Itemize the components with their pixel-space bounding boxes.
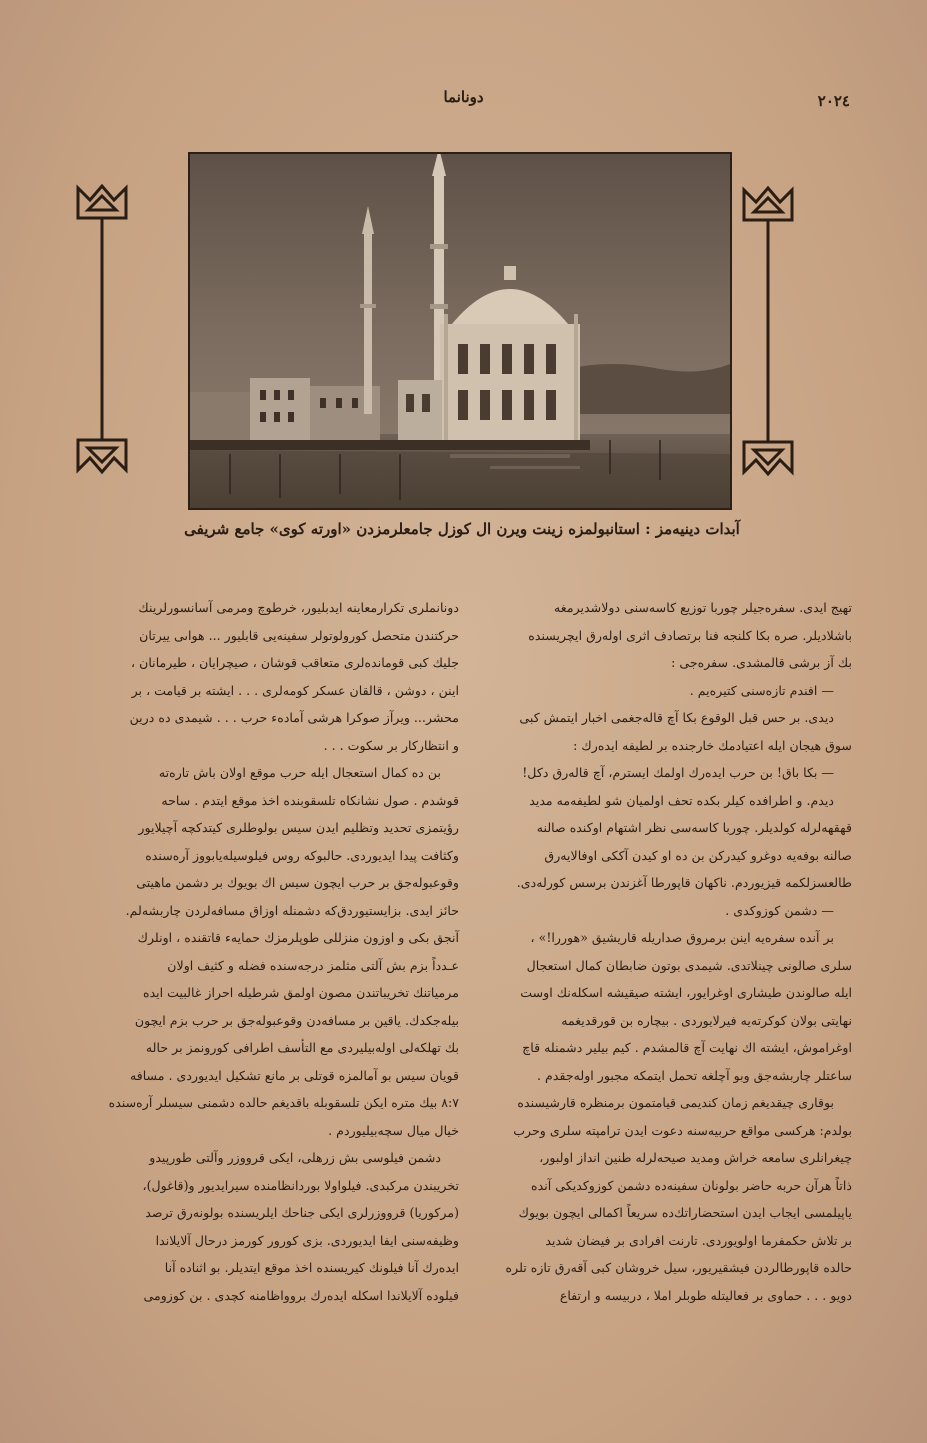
text-line: بن ده‌ كمال استعجال ايله حرب موقع اولان باش تاره‌ته <box>158 765 441 780</box>
text-line: بوقارى چيقديغم زمان كنديمى قيامتمون برمنظره قارشيسنده <box>517 1095 834 1110</box>
text-line: حالده‌ قاپورطالردن فيشقيريور، سيل خروشان كبى آقه‌رق تازه‌ تلره <box>505 1260 852 1275</box>
text-line: ساعتلر چاربشه‌جق وبو آچلغه تحمل ايتمكه مجبور اوله‌جقدم . <box>537 1067 852 1083</box>
text-line: وظيفه‌سنى ايفا ايديوردى. بزى كورور كورمز درحال آلايلاندا <box>155 1232 459 1248</box>
text-line: — بكا باق! بن حرب ايده‌رك اولمك ايسترم، آچ قاله‌رق دكل! <box>522 765 834 780</box>
mosque-photograph <box>188 152 732 510</box>
text-line: چيغرانلرى سامعه خراش ومديد صيحه‌لرله طنين انداز اولبور، <box>539 1150 852 1165</box>
photo-caption: آبدات دينيه‌مز : استانبولمزه زينت ويرن ال كوزل جامعلرمزدن «اورته كوى» جامع شريفى <box>184 520 740 538</box>
text-line: وقوعبوله‌جق بر حرب ايچون سيس اك بويوك بر دشمن ماهيتى <box>136 875 459 890</box>
text-line: (مركوريا) قرووزرلرى ايكى جناحك ايلريسنده بولونه‌رق ترصد <box>145 1205 459 1220</box>
text-line: صالنه بوفه‌يه دوغرو كيدركن بن ده‌ او كيدن آككى اوفالايه‌رق <box>544 847 852 863</box>
text-line: دويو . . . حماوى بر فعاليتله طوبلر املا ، دربيسه و ارتفاع <box>559 1287 852 1303</box>
text-line: قويان سيس بو آمالمزه قوتلى بر مانع تشكيل ايديوردى . مسافه <box>129 1067 459 1083</box>
text-line: اوغراموش، ايشته اك نهايت آچ قالمشدم . كيم بيلير دشمنله قاچ <box>522 1040 852 1055</box>
text-line: دشمن فيلوسى بش زرهلى، ايكى قرووزر وآلتى طورپيدو <box>149 1150 441 1165</box>
text-line: فيلوده آلايلاندا اسكله ايده‌رك بروواظامنه كچدى . بن كوزومى <box>143 1287 459 1303</box>
text-column-left <box>85 594 459 1309</box>
text-line: تخريبندن مركبدى. فيلواولا بوردانظامنده سيرايديور و(قاغول)، <box>142 1177 459 1193</box>
text-line: باشلاديلر. صره بكا كلنجه فنا برتصادف اثرى اوله‌رق ايچريسنده <box>528 627 852 643</box>
text-line: ذاتاً هرآن حربه حاضر بولونان سفينه‌ده دشمن كوزوكديكى آنده <box>531 1177 852 1193</box>
text-line: — افندم تازه‌سنى كتيره‌يم . <box>689 682 834 698</box>
text-line: ٨:٧ بيك متره ايكن تلسقوبله باقديغم حالده دشمنى سيسلر آره‌سنده <box>108 1095 459 1110</box>
text-line: محشر... ويرآز صوكرا هرشى آماده‌ء حرب . . . شيمدى ده‌ درين <box>129 710 459 725</box>
text-line: بولدم: هركسى مواقع حربيه‌سنه دعوت ايدن ترامپته‌ سلرى وحرب <box>513 1122 852 1138</box>
decorative-ornament-left <box>72 178 132 478</box>
text-line: ايده‌رك آنا فيلونك كيريسنده اخذ موقع ايتديلر. بو اثناده آنا <box>164 1260 459 1275</box>
text-line: ديدى. بر حس قبل الوقوع بكا آچ قاله‌جغمى اخبار ايتمش كبى <box>519 710 834 725</box>
text-line: بك آز برشى قالمشدى. سفره‌جى : <box>671 655 852 670</box>
decorative-ornament-right <box>738 180 798 480</box>
text-line: ديدم. و اطرافده كيلر بكده تحف اولميان شو لطيفه‌مه مديد <box>529 792 834 808</box>
text-line: اينن ، دوشن ، قالقان عسكر كومه‌لرى . . . ايشته بر قيامت ، بر <box>131 682 459 698</box>
text-line: قوشدم . صول نشانكاه تلسقوبنده اخذ موقع ايتدم . ساحه‌ <box>161 792 459 808</box>
text-line: — دشمن كوزوكدى . <box>725 902 834 918</box>
text-line: بر تلاش حكمفرما اولويوردى. تارنت افرادى بر فيضان شديد <box>545 1232 852 1248</box>
text-line: وكثافت پيدا ايديوردى. حالبوكه روس فيلوسيله‌يابووز آره‌سنده <box>145 847 459 863</box>
text-line: بك تهلكه‌لى اوله‌بيليردى مع التأسف اطرافى كورونمز بر حاله <box>145 1040 459 1055</box>
text-line: عـدداً بزم بش آلتى مثلمز درجه‌سنده فضله و كثيف اولان <box>167 957 459 973</box>
text-line: رؤيتمزى تحديد وتظليم ايدن سيس بولوطلرى كيتدكچه آچيلايور <box>138 820 459 835</box>
text-line: سوق هيجان ايله اعتيادمك خارجنده بر لطيفه ايده‌رك : <box>573 737 852 753</box>
text-line: بيله‌جكدك. ياقين بر مسافه‌دن وقوعبوله‌جق بر حرب بزم ايچون <box>134 1012 459 1028</box>
text-line: دونانملرى تكرارمعاينه ايدبليور، خرطوچ ومرمى آسانسورلرينك <box>138 600 459 615</box>
text-line: جليك كبى قومانده‌لرى متعاقب قوشان ، صيچرايان ، طيرمانان ، <box>131 655 459 670</box>
text-line: بر آنده سفره‌يه اينن برمروق صداريله قاريشيق «هوررا!» ، <box>530 930 834 945</box>
running-header: دونانما <box>443 88 484 106</box>
text-line: خيال ميال سچه‌بيليوردم . <box>328 1122 459 1138</box>
text-line: ايله صالوندن طيشارى اوغرايور، ايشته صيقيشه اسكله‌نك اوست <box>520 985 852 1000</box>
text-line: حائز ايدى. بزايستيوردق‌كه دشمنله اوزاق مسافه‌لردن چاربشه‌لم. <box>125 902 459 918</box>
text-line: طالعسزلكمه قيزيوردم. ناكهان قاپورطا آغزندن برسس كورله‌دى. <box>516 875 852 890</box>
text-line: حركتندن متحصل كورولوتولر سفينه‌يى قابليور ... هواىى ييرتان <box>139 627 459 643</box>
text-line: سلرى صالونى چينلاتدى. شيمدى بوتون ضابطان كمال استعجال <box>526 957 852 973</box>
text-line: قهقهه‌لرله كولديلر. چوربا كاسه‌سى نظر اشتهام اوكنده صالنه <box>536 820 852 835</box>
text-line: آنجق بكى و اوزون منزللى طوپلرمزك حمايه‌ء قاتقنده ، اونلرك <box>137 930 459 945</box>
text-line: ياپيلمسى ايجاب ايدن استحضاراتك‌ده سريعاً اكمالى ايچون بويوك <box>518 1205 852 1220</box>
page-number: ٢٠٢٤ <box>817 92 850 110</box>
text-line: تهيج ايدى. سفره‌جيلر چوربا توزيع كاسه‌سنى دولاشديرمغه <box>554 600 852 615</box>
text-line: نهايتى بولان كوكرته‌يه فيرلايوردى . بيچاره بن قورقديغمه <box>561 1012 852 1028</box>
text-line: مرمياتنك تخريباتندن مصون اولمق شرطيله احراز غالبيت ايده‌ <box>142 985 459 1000</box>
text-line: و انتظاركار بر سكوت . . . <box>323 737 459 753</box>
text-column-right <box>478 594 852 1309</box>
